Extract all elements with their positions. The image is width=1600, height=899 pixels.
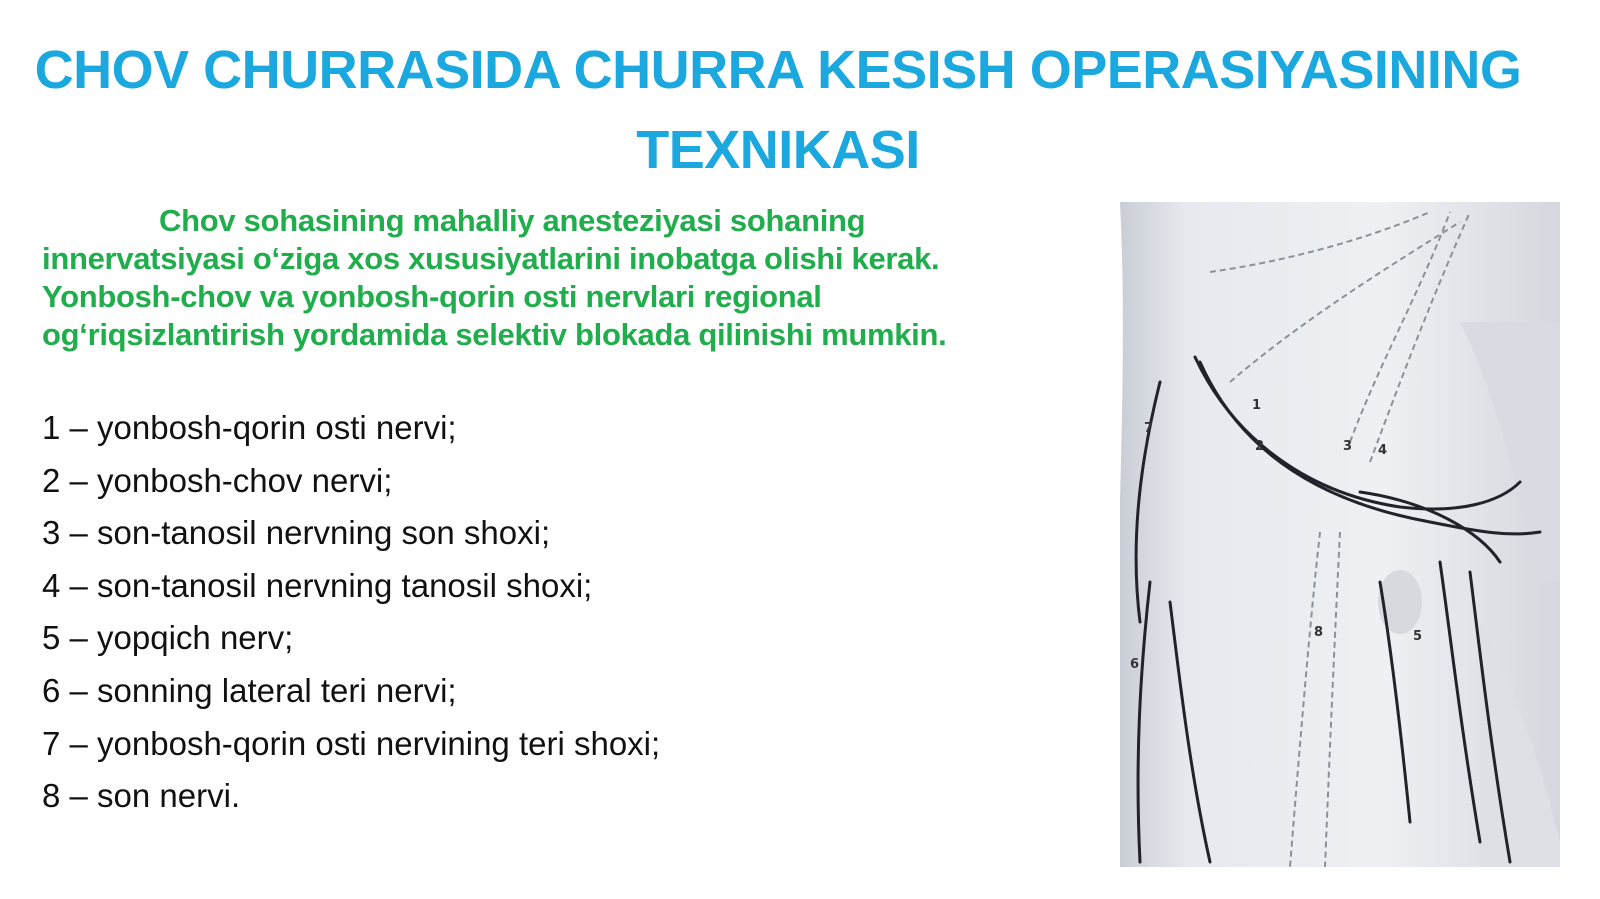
legend-item-5: 5 – yopqich nerv; bbox=[42, 619, 294, 657]
legend-item-6: 6 – sonning lateral teri nervi; bbox=[42, 671, 457, 709]
figure-label-2: 2 bbox=[1255, 439, 1265, 454]
figure-label-6: 6 bbox=[1130, 657, 1140, 672]
figure-label-7: 7 bbox=[1144, 421, 1154, 436]
figure-label-8: 8 bbox=[1314, 625, 1324, 640]
inguinal-nerves-illustration bbox=[1100, 202, 1574, 882]
figure-label-1: 1 bbox=[1252, 398, 1262, 413]
title-line-1: CHOV CHURRASIDA CHURRA KESISH OPERASIYASINING bbox=[34, 40, 1522, 100]
legend-item-2: 2 – yonbosh-chov nervi; bbox=[42, 461, 393, 499]
anatomy-drawing bbox=[1100, 202, 1574, 882]
legend-item-4: 4 – son-tanosil nervning tanosil shoxi; bbox=[42, 566, 593, 604]
figure-label-4: 4 bbox=[1378, 443, 1388, 458]
slide-title bbox=[0, 30, 1556, 190]
figure-label-3: 3 bbox=[1343, 439, 1353, 454]
legend-item-7: 7 – yonbosh-qorin osti nervining teri shoxi; bbox=[42, 724, 661, 762]
legend-item-1: 1 – yonbosh-qorin osti nervi; bbox=[42, 409, 457, 446]
figure-label-5: 5 bbox=[1413, 629, 1423, 644]
legend-item-3: 3 – son-tanosil nervning son shoxi; bbox=[42, 514, 551, 552]
legend-item-8: 8 – son nervi. bbox=[42, 777, 241, 815]
intro-paragraph bbox=[42, 202, 962, 354]
nerve-legend-list bbox=[42, 402, 942, 823]
title-line-2: TEXNIKASI bbox=[636, 120, 920, 180]
intro-text: Chov sohasining mahalliy anesteziyasi sohaning innervatsiyasi o‘ziga xos xususiyatlarini inobatga olishi kerak. Yonbosh-chov va yonbosh-qorin osti nervlari regional og‘riqsizlantirish yordamida selektiv blokada qilinishi mumkin. bbox=[42, 203, 947, 352]
